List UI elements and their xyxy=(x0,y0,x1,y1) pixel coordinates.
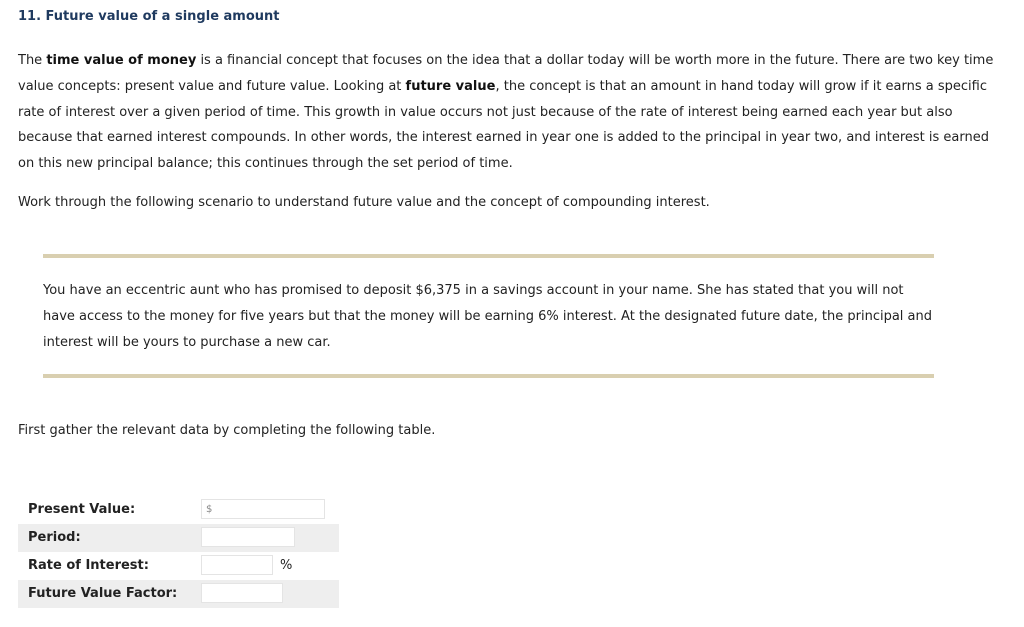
gather-instruction: First gather the relevant data by completing the following table. xyxy=(18,423,436,438)
intro-text-3: , the concept is that an amount in hand today will grow if it earns a specific rate of interest over a given period of time. This growth in value occurs not just because of the rate of interest being earned each year but also because that earned interest compounds. In other words, the interest earned in year one is added to the principal in year two, and interest is earned on this new principal balance; this continues through the set period of time. xyxy=(18,78,990,172)
dollar-sign: $ xyxy=(206,504,213,515)
present-value-row xyxy=(18,496,339,524)
intro-text-1: The xyxy=(18,53,47,68)
fv-factor-label: Future Value Factor: xyxy=(28,586,178,601)
fv-factor-row xyxy=(18,580,339,608)
present-value-input[interactable] xyxy=(201,499,325,519)
period-input[interactable] xyxy=(201,527,295,547)
scenario-top-divider xyxy=(43,254,934,258)
term-time-value-of-money: time value of money xyxy=(46,53,197,68)
intro-paragraph xyxy=(18,48,1008,177)
period-row xyxy=(18,524,339,552)
rate-row xyxy=(18,552,339,580)
rate-input[interactable] xyxy=(201,555,273,575)
term-future-value: future value xyxy=(405,78,496,94)
instruction-text: Work through the following scenario to understand future value and the concept of compounding interest. xyxy=(18,195,710,210)
rate-label: Rate of Interest: xyxy=(28,558,149,573)
period-label: Period: xyxy=(28,530,81,545)
intro-text-2: is a financial concept that focuses on the idea that a dollar today will be worth more in the future. There are two key time value concepts: present value and future value. Looking at xyxy=(18,53,994,94)
scenario-bottom-divider xyxy=(43,374,934,378)
fv-factor-input[interactable] xyxy=(201,583,283,603)
present-value-label: Present Value: xyxy=(28,502,136,517)
scenario-text: You have an eccentric aunt who has promised to deposit $6,375 in a savings account in your name. She has stated that you will not have access to the money for five years but that the money will be earning 6% interest. At the designated future date, the principal and interest will be yours to purchase a new car. xyxy=(43,283,933,350)
question-title: 11. Future value of a single amount xyxy=(18,9,280,24)
data-table xyxy=(18,496,339,608)
percent-sign: % xyxy=(280,558,293,573)
